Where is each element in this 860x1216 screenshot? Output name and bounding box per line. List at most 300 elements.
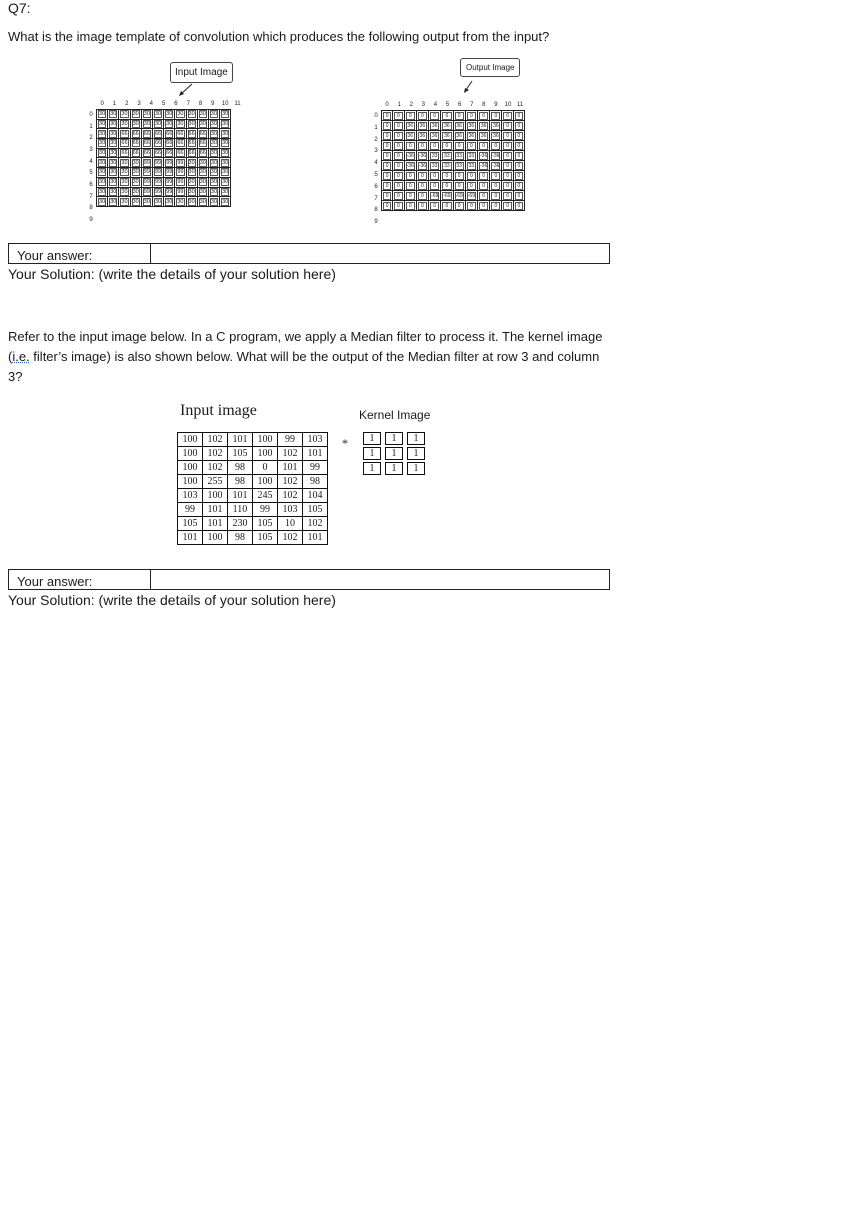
grid-cell: 104 (303, 489, 328, 503)
grid-cell-value: 33 (444, 152, 450, 159)
grid-cell-value: 66 (154, 130, 162, 137)
grid-cell-value: 99 (143, 179, 150, 186)
grid-cell-value: 0 (383, 142, 391, 150)
grid-cell (490, 191, 502, 201)
grid-cell-value: 0 (503, 142, 511, 150)
grid-cell: 101 (178, 531, 203, 545)
grid-cell (220, 139, 231, 149)
grid-cell: 103 (278, 503, 303, 517)
grid-cell-value: 99 (177, 159, 184, 166)
grid-cell: 105 (228, 447, 253, 461)
grid-cell-value: 30 (222, 169, 229, 176)
grid-cell-value: 36 (468, 122, 475, 129)
grid-cell-value: 0 (394, 182, 402, 190)
grid-cell (465, 191, 477, 201)
grid-cell (416, 171, 428, 181)
grid-cell: 99 (253, 503, 278, 517)
table-row (382, 131, 525, 141)
grid-cell (513, 171, 524, 181)
grid-cell (441, 171, 453, 181)
grid-cell (465, 171, 477, 181)
table-row (97, 129, 231, 139)
grid-cell (441, 201, 453, 211)
grid-cell-value: 0 (394, 172, 402, 180)
grid-cell-value: 30 (154, 121, 162, 128)
grid-cell-value: 36 (444, 132, 450, 139)
row-index-label: 8 (374, 207, 378, 214)
grid-cell (478, 151, 490, 161)
grid-cell-value: 99 (154, 159, 162, 166)
grid-cell (453, 181, 465, 191)
grid-cell-value: 33 (456, 152, 462, 159)
grid-cell (513, 111, 524, 121)
grid-cell-value: 30 (99, 111, 106, 118)
table-row (382, 141, 525, 151)
grid-cell (478, 161, 490, 171)
table-row (178, 447, 328, 461)
grid-cell (119, 168, 130, 178)
grid-cell-value: 30 (110, 121, 117, 128)
grid-cell-value: 99 (143, 159, 150, 166)
grid-cell-value: 30 (188, 198, 195, 205)
grid-cell (141, 158, 152, 168)
grid-cell (175, 177, 186, 187)
grid-cell (152, 110, 163, 120)
grid-cell-value: 30 (177, 111, 184, 118)
grid-cell (141, 119, 152, 129)
table-row (382, 111, 525, 121)
grid-cell (404, 111, 416, 121)
grid-cell (478, 131, 490, 141)
column-index-label: 2 (409, 102, 413, 108)
table-row (97, 197, 231, 207)
output-column-indices (381, 102, 531, 110)
column-index-label: 0 (100, 101, 104, 107)
grid-cell (97, 187, 108, 197)
grid-cell (382, 201, 393, 211)
grid-cell-value: 30 (199, 188, 206, 195)
grid-cell (429, 141, 441, 151)
row-index-label: 0 (89, 111, 93, 118)
grid-cell: 105 (253, 531, 278, 545)
grid-cell (404, 141, 416, 151)
grid-cell-value: 0 (394, 112, 402, 120)
output-row-indices (371, 110, 381, 230)
column-index-label: 5 (445, 102, 450, 108)
grid-cell-value: 99 (154, 169, 162, 176)
grid-cell-value: 36 (480, 132, 487, 139)
grid-cell-value: 99 (177, 188, 184, 195)
grid-cell (130, 110, 141, 120)
grid-cell-value: 30 (188, 188, 195, 195)
output-callout-arrow-icon (462, 79, 482, 95)
row-index-label: 2 (374, 136, 378, 143)
grid-cell: 10 (278, 517, 303, 531)
grid-cell (152, 158, 163, 168)
grid-cell (130, 158, 141, 168)
grid-cell-value: 30 (177, 198, 184, 205)
grid-cell: 245 (253, 489, 278, 503)
grid-cell-value: 0 (479, 202, 488, 210)
grid-cell-value: 30 (210, 111, 218, 118)
grid-cell-value: 30 (132, 111, 139, 118)
row-index-label: 7 (89, 193, 93, 200)
grid-cell (429, 201, 441, 211)
grid-cell (404, 121, 416, 131)
grid-cell (393, 141, 404, 151)
grid-cell: 230 (228, 517, 253, 531)
grid-cell-value: 99 (143, 169, 150, 176)
grid-cell (502, 191, 513, 201)
grid-cell-value: 66 (166, 130, 173, 137)
grid-cell (186, 177, 197, 187)
table-row (382, 171, 525, 181)
grid-cell-value: 30 (210, 188, 218, 195)
grid-cell-value: 30 (222, 150, 229, 157)
grid-cell-value: 30 (210, 130, 218, 137)
grid-cell (108, 187, 119, 197)
table-row (97, 187, 231, 197)
grid-cell-value: 36 (431, 122, 438, 129)
grid-cell-value: 0 (467, 172, 476, 180)
grid-cell: 99 (278, 433, 303, 447)
question-2-before: Refer to the input image below. In a C program, we apply a Median filter to process it. The kernel image ( (8, 329, 603, 364)
grid-cell (453, 121, 465, 131)
grid-cell-value: 0 (406, 182, 415, 190)
grid-cell (393, 151, 404, 161)
question-2-text (8, 327, 608, 387)
grid-cell (404, 191, 416, 201)
grid-cell-value: -36 (406, 152, 414, 159)
grid-cell (416, 181, 428, 191)
grid-cell-value: 30 (99, 179, 106, 186)
grid-cell-value: 0 (491, 182, 500, 190)
grid-cell-value: 36 (431, 132, 438, 139)
grid-cell (186, 187, 197, 197)
row-index-label: 7 (374, 195, 378, 202)
grid-cell-value: 30 (132, 159, 139, 166)
grid-cell (513, 131, 524, 141)
grid-cell (429, 191, 441, 201)
grid-cell (220, 168, 231, 178)
grid-cell-value: 30 (121, 159, 128, 166)
grid-cell-value: 0 (394, 192, 402, 200)
grid-cell: 1 (407, 462, 425, 475)
grid-cell (152, 148, 163, 158)
grid-cell-value: 0 (418, 182, 427, 190)
grid-cell-value: 0 (418, 202, 427, 210)
grid-cell (513, 201, 524, 211)
grid-cell (416, 121, 428, 131)
grid-cell (393, 171, 404, 181)
grid-cell: 98 (303, 475, 328, 489)
grid-cell (108, 110, 119, 120)
column-index-label: 4 (433, 102, 438, 108)
grid-cell-value: 66 (177, 140, 184, 147)
grid-cell-value: 30 (177, 121, 184, 128)
grid-cell-value: 0 (479, 182, 488, 190)
grid-cell (130, 148, 141, 158)
grid-cell (404, 181, 416, 191)
grid-cell-value: 0 (491, 202, 500, 210)
grid-cell (197, 110, 208, 120)
grid-cell (404, 171, 416, 181)
grid-cell (478, 121, 490, 131)
grid-cell (490, 121, 502, 131)
grid-cell: 100 (178, 461, 203, 475)
grid-cell (441, 121, 453, 131)
grid-cell-value: 30 (121, 198, 128, 205)
column-index-label: 6 (174, 101, 178, 107)
input-image-grid (96, 109, 231, 207)
grid-cell (175, 110, 186, 120)
grid-cell-value: 66 (199, 130, 206, 137)
grid-cell-value: 30 (222, 140, 229, 147)
grid-cell-value: 0 (515, 172, 523, 180)
grid-cell (453, 191, 465, 201)
grid-cell-value: 99 (166, 159, 173, 166)
grid-cell-value: 66 (121, 140, 128, 147)
answer-field-1[interactable] (151, 244, 609, 263)
grid-cell-value: 0 (442, 202, 451, 210)
grid-cell: 102 (278, 531, 303, 545)
grid-cell (490, 161, 502, 171)
grid-cell (197, 148, 208, 158)
grid-cell-value: -36 (406, 162, 414, 169)
grid-cell (441, 191, 453, 201)
grid-cell (382, 151, 393, 161)
grid-cell (97, 148, 108, 158)
grid-cell-value: 0 (479, 142, 488, 150)
grid-cell-value: 66 (188, 150, 195, 157)
grid-cell-value: 0 (394, 202, 402, 210)
grid-cell (502, 111, 513, 121)
table-row (97, 139, 231, 149)
grid-cell-value: 0 (491, 192, 500, 200)
grid-cell-value: -36 (492, 152, 500, 159)
grid-cell-value: 66 (132, 150, 139, 157)
grid-cell: 1 (363, 447, 381, 460)
grid-cell: 1 (385, 432, 403, 445)
grid-cell-value: 66 (143, 130, 150, 137)
grid-cell (478, 201, 490, 211)
grid-cell (382, 111, 393, 121)
grid-cell-value: 99 (154, 188, 162, 195)
column-index-label: 2 (125, 101, 129, 107)
answer-box-1 (8, 243, 610, 264)
column-index-label: 10 (221, 101, 229, 107)
grid-cell (465, 161, 477, 171)
grid-cell (453, 141, 465, 151)
grid-cell (152, 168, 163, 178)
grid-cell-value: 0 (491, 172, 500, 180)
grid-cell (175, 158, 186, 168)
grid-cell: 102 (278, 489, 303, 503)
grid-cell (416, 131, 428, 141)
grid-cell-value: 99 (166, 188, 173, 195)
grid-cell: 110 (228, 503, 253, 517)
grid-cell (130, 197, 141, 207)
grid-cell (186, 110, 197, 120)
grid-cell (152, 139, 163, 149)
row-index-label: 4 (89, 158, 93, 165)
grid-cell-value: 30 (110, 198, 117, 205)
question-2-ie: i.e. (12, 349, 30, 364)
grid-cell (478, 111, 490, 121)
table-row (382, 201, 525, 211)
input-image-callout: Input Image (170, 62, 233, 83)
grid-cell: 102 (203, 461, 228, 475)
grid-cell-value: 0 (430, 142, 439, 150)
grid-cell-value: 30 (222, 159, 229, 166)
grid-cell (130, 187, 141, 197)
grid-cell: 101 (303, 531, 328, 545)
grid-cell (502, 131, 513, 141)
grid-cell (208, 177, 219, 187)
grid-cell (220, 158, 231, 168)
question-2-after: filter’s image) is also shown below. What will be the output of the Median filter at row 3 and column 3? (8, 349, 600, 384)
grid-cell (152, 197, 163, 207)
grid-cell-value: 30 (199, 198, 206, 205)
grid-cell-value: 30 (188, 179, 195, 186)
grid-cell (130, 177, 141, 187)
grid-cell (453, 161, 465, 171)
grid-cell-value: 30 (110, 179, 117, 186)
grid-cell (429, 171, 441, 181)
grid-cell (429, 161, 441, 171)
grid-cell (186, 129, 197, 139)
grid-cell-value: 36 (480, 122, 487, 129)
grid-cell (453, 171, 465, 181)
table-row (178, 433, 328, 447)
grid-cell (513, 191, 524, 201)
grid-cell (382, 171, 393, 181)
grid-cell (441, 111, 453, 121)
grid-cell (416, 151, 428, 161)
grid-cell-value: 30 (121, 121, 128, 128)
grid-cell (164, 129, 175, 139)
grid-cell-value: 30 (121, 169, 128, 176)
grid-cell (490, 181, 502, 191)
grid-cell-value: 0 (406, 142, 415, 150)
grid-cell (97, 139, 108, 149)
grid-cell (490, 151, 502, 161)
table-row (178, 475, 328, 489)
grid-cell (130, 168, 141, 178)
grid-cell-value: 0 (515, 192, 523, 200)
grid-cell (393, 131, 404, 141)
table-row (178, 489, 328, 503)
row-index-label: 8 (89, 205, 93, 212)
grid-cell-value: 30 (154, 198, 162, 205)
grid-cell (465, 151, 477, 161)
grid-cell (208, 168, 219, 178)
grid-cell: 100 (253, 447, 278, 461)
grid-cell-value: 33 (468, 162, 475, 169)
grid-cell-value: 0 (430, 172, 439, 180)
grid-cell: 100 (178, 447, 203, 461)
grid-cell-value: 30 (210, 169, 218, 176)
grid-cell (164, 110, 175, 120)
grid-cell-value: 99 (166, 179, 173, 186)
grid-cell-value: 30 (99, 159, 106, 166)
grid-cell-value: 36 (419, 122, 426, 129)
grid-cell (429, 131, 441, 141)
grid-cell-value: 36 (444, 122, 450, 129)
grid-cell-value: 66 (121, 130, 128, 137)
grid-cell-value: 36 (456, 122, 462, 129)
grid-cell-value: 0 (430, 202, 439, 210)
grid-cell-value: 99 (154, 179, 162, 186)
grid-cell (208, 129, 219, 139)
grid-cell-value: 99 (177, 179, 184, 186)
grid-cell (513, 161, 524, 171)
grid-cell-value: 30 (132, 169, 139, 176)
grid-cell-value: 0 (503, 182, 511, 190)
table-row (382, 161, 525, 171)
grid-cell-value: 30 (188, 111, 195, 118)
grid-cell-value: 36 (493, 122, 499, 129)
grid-cell-value: 66 (199, 150, 206, 157)
grid-cell-value: 30 (222, 179, 229, 186)
row-index-label: 3 (374, 148, 378, 155)
grid-cell-value: 66 (121, 150, 128, 157)
grid-cell-value: 30 (99, 121, 106, 128)
row-index-label: 0 (374, 112, 378, 119)
solution-label-2: Your Solution: (write the details of your solution here) (8, 592, 336, 608)
grid-cell (220, 129, 231, 139)
grid-cell: 1 (385, 447, 403, 460)
grid-cell-value: -69 (431, 192, 439, 199)
table-row (97, 158, 231, 168)
grid-cell-value: 0 (394, 142, 402, 150)
grid-cell (490, 171, 502, 181)
median-input-title: Input image (180, 402, 257, 419)
grid-cell-value: 0 (479, 172, 488, 180)
grid-cell-value: 66 (132, 140, 139, 147)
grid-cell-value: 30 (99, 169, 106, 176)
grid-cell: 102 (278, 475, 303, 489)
median-input-table (177, 432, 328, 545)
grid-cell (502, 151, 513, 161)
table-row (97, 148, 231, 158)
grid-cell-value: 0 (383, 132, 391, 140)
kernel-table (359, 430, 429, 477)
grid-cell (152, 187, 163, 197)
grid-cell (404, 151, 416, 161)
table-row (97, 110, 231, 120)
grid-cell: 102 (278, 447, 303, 461)
answer-label-1: Your answer: (9, 244, 151, 263)
answer-field-2[interactable] (151, 570, 609, 589)
grid-cell (416, 201, 428, 211)
grid-cell-value: 30 (199, 169, 206, 176)
grid-cell (108, 197, 119, 207)
grid-cell-value: 30 (222, 111, 229, 118)
grid-cell-value: 30 (99, 188, 106, 195)
grid-cell-value: 33 (444, 162, 450, 169)
column-index-label: 0 (385, 102, 389, 108)
grid-cell (108, 129, 119, 139)
table-row (97, 119, 231, 129)
grid-cell (393, 191, 404, 201)
grid-cell-value: 99 (143, 188, 150, 195)
grid-cell: 1 (385, 462, 403, 475)
grid-cell-value: -69 (455, 192, 463, 199)
grid-cell-value: 36 (468, 132, 475, 139)
grid-cell: 101 (228, 489, 253, 503)
row-index-label: 6 (89, 182, 93, 189)
